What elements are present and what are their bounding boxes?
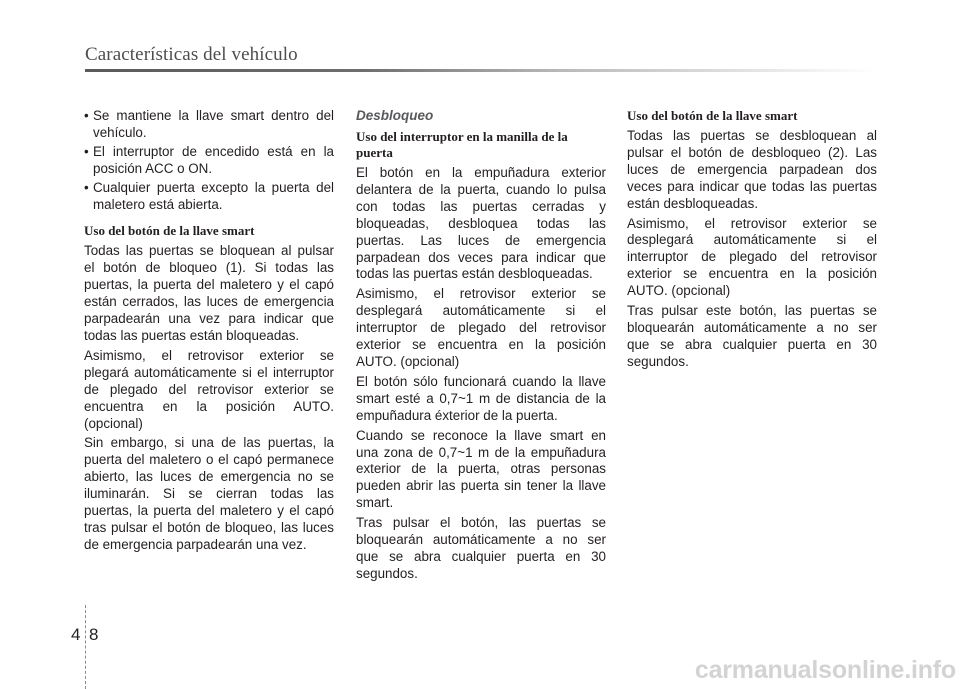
list-item: • Se mantiene la llave smart dentro del vehículo. [84,108,334,142]
subheading-smart-key-lock: Uso del botón de la llave smart [84,223,255,239]
page-header-title: Características del vehículo [85,44,298,65]
text-column-1 [84,108,334,557]
header-rule [85,69,877,72]
list-item: • El interruptor de encedido está en la posición ACC o ON. [84,144,334,178]
subheading-smart-key-unlock: Uso del botón de la llave smart [627,108,798,123]
list-item: • Cualquier puerta excepto la puerta del maletero está abierta. [84,180,334,214]
text-column-2 [356,108,606,586]
paragraph: Asimismo, el retrovisor exterior se desplegará automáticamente si el interruptor de plegado del retrovisor exterior se encuentra en la posición AUTO. (opcional) [627,215,877,299]
paragraph: Asimismo, el retrovisor exterior se desplegará automáticamente si el interruptor de plegado del retrovisor exterior se encuentra en la posición AUTO. (opcional) [356,286,606,369]
paragraph: Todas las puertas se bloquean al pulsar el botón de bloqueo (1). Si todas las puertas, la puerta del maletero y el capó están cerrados, las luces de emergencia parpadearán una vez para indicar que todas las puertas están bloqueadas. [84,243,334,343]
paragraph: Tras pulsar el botón, las puertas se bloquearán automáticamente a no ser que se abra cualquier puerta en 30 segundos. [356,515,606,581]
paragraph: Tras pulsar este botón, las puertas se bloquearán automáticamente a no ser que se abra cualquier puerta en 30 segundos. [627,303,877,369]
chapter-number: 4 [71,625,81,644]
paragraph: Todas las puertas se desbloquean al pulsar el botón de desbloqueo (2). Las luces de emergencia parpadean dos veces para indicar que todas las puertas están desbloqueadas. [627,128,877,211]
text-column-3 [627,108,877,374]
paragraph: Asimismo, el retrovisor exterior se plegará automáticamente si el interruptor de plegado del retrovisor exterior se encuentra en la posición AUTO. (opcional) [84,347,334,431]
section-title-unlock: Desbloqueo [356,108,434,123]
paragraph: El botón sólo funcionará cuando la llave smart esté a 0,7~1 m de distancia de la empuñadura éxterior de la puerta. [356,373,606,423]
subheading-door-handle: Uso del interruptor en la manilla de la puerta [356,129,568,160]
paragraph: El botón en la empuñadura exterior delantera de la puerta, cuando lo pulsa con todas las puertas cerradas y bloqueadas, desbloquea todas las puertas. Las luces de emergencia parpadean dos veces para indicar que todas las puertas están desbloqueadas. [356,165,606,282]
watermark: carmanualsonline.info [694,656,956,684]
condition-list [84,108,334,213]
paragraph: Cuando se reconoce la llave smart en una zona de 0,7~1 m de la empuñadura exterior de la puerta, otras personas pueden abrir las puerta sin tener la llave smart. [356,427,606,511]
paragraph: Sin embargo, si una de las puertas, la puerta del maletero o el capó permanece abierto, las luces de emergencia no se iluminarán. Si se cierran todas las puertas, la puerta del maletero y el capó tras pulsar el botón de bloqueo, las luces de emergencia parpadearán una vez. [84,435,334,552]
footer-divider [85,605,86,689]
page-number: 8 [89,625,99,644]
